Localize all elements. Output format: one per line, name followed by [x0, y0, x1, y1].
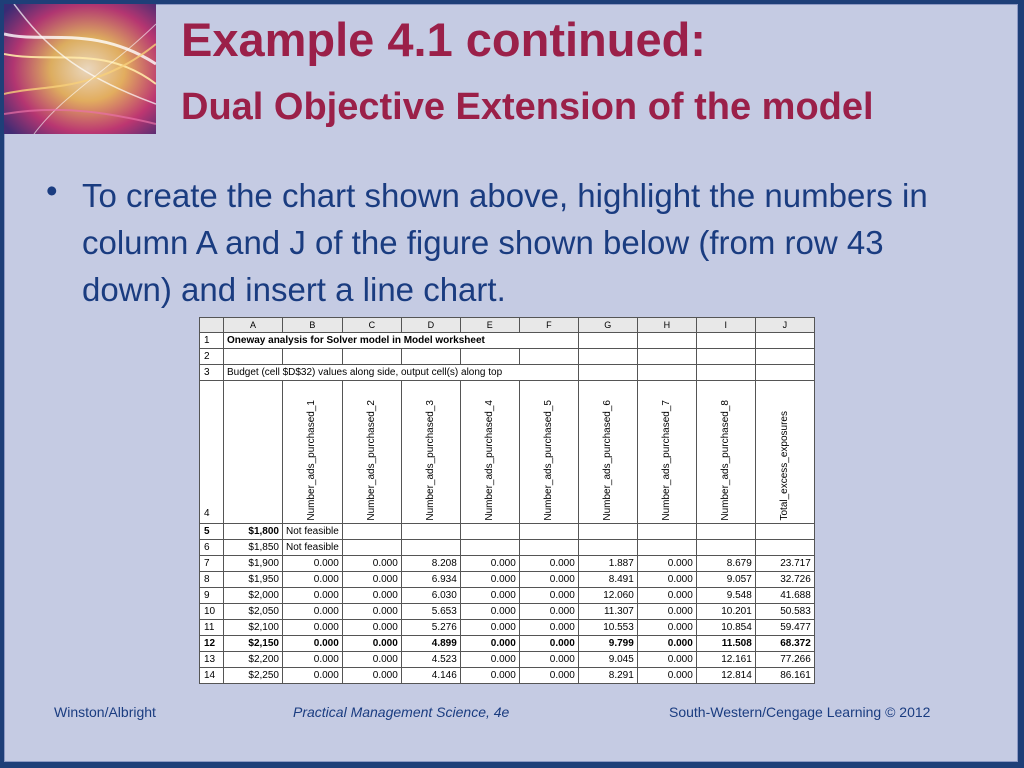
column-header-label: Number_ads_purchased_4 [483, 400, 495, 521]
value-cell: 1.887 [578, 556, 637, 572]
value-cell: 10.553 [578, 620, 637, 636]
value-cell: 0.000 [519, 668, 578, 684]
value-cell: 0.000 [519, 620, 578, 636]
value-cell: 0.000 [519, 572, 578, 588]
value-cell: 0.000 [460, 668, 519, 684]
value-cell: 0.000 [283, 620, 343, 636]
col-header-e: E [460, 318, 519, 333]
table-row [200, 556, 815, 572]
value-cell: 32.726 [755, 572, 814, 588]
value-cell: 0.000 [460, 636, 519, 652]
data-rows [200, 524, 815, 684]
value-cell: 0.000 [460, 652, 519, 668]
column-header-label: Number_ads_purchased_2 [365, 400, 377, 521]
value-cell: 0.000 [283, 636, 343, 652]
row-number: 3 [200, 365, 224, 381]
footer-book-title: Practical Management Science, 4e [293, 704, 510, 720]
corner-cell [200, 318, 224, 333]
header-cell [578, 381, 637, 524]
value-cell: 11.508 [696, 636, 755, 652]
row-number: 4 [200, 381, 224, 524]
header-cell [519, 381, 578, 524]
value-cell: 0.000 [637, 668, 696, 684]
value-cell: 0.000 [519, 636, 578, 652]
value-cell: 0.000 [342, 636, 401, 652]
header-cell [342, 381, 401, 524]
value-cell: 0.000 [342, 652, 401, 668]
value-cell: 0.000 [637, 620, 696, 636]
value-cell: 0.000 [637, 572, 696, 588]
value-cell: 0.000 [637, 604, 696, 620]
value-cell: 0.000 [283, 604, 343, 620]
value-cell: 0.000 [519, 588, 578, 604]
table-row [200, 588, 815, 604]
value-cell: 0.000 [342, 668, 401, 684]
slide [4, 4, 1018, 762]
row-number: 12 [200, 636, 224, 652]
value-cell: 8.491 [578, 572, 637, 588]
col-header-d: D [401, 318, 460, 333]
value-cell: 0.000 [460, 588, 519, 604]
value-cell: 0.000 [637, 636, 696, 652]
table-row [200, 668, 815, 684]
sheet-row-3 [200, 365, 815, 381]
value-cell: 4.523 [401, 652, 460, 668]
table-row [200, 620, 815, 636]
budget-cell: $2,200 [224, 652, 283, 668]
value-cell: 0.000 [460, 556, 519, 572]
col-header-b: B [283, 318, 343, 333]
column-header-label: Total_excess_exposures [778, 411, 790, 521]
column-header-label: Number_ads_purchased_7 [660, 400, 672, 521]
infeasible-note-cell: Not feasible [283, 524, 343, 540]
column-header-row [200, 318, 815, 333]
value-cell: 0.000 [283, 652, 343, 668]
col-header-a: A [224, 318, 283, 333]
row-number: 13 [200, 652, 224, 668]
infeasible-note-cell: Not feasible [283, 540, 343, 556]
col-header-i: I [696, 318, 755, 333]
value-cell: 10.854 [696, 620, 755, 636]
value-cell: 8.291 [578, 668, 637, 684]
budget-cell: $2,100 [224, 620, 283, 636]
bullet-marker: • [46, 172, 58, 209]
row-number: 10 [200, 604, 224, 620]
header-cell [460, 381, 519, 524]
sheet-row-1 [200, 333, 815, 349]
value-cell: 12.161 [696, 652, 755, 668]
col-header-j: J [755, 318, 814, 333]
value-cell: 9.057 [696, 572, 755, 588]
value-cell: 12.814 [696, 668, 755, 684]
value-cell: 11.307 [578, 604, 637, 620]
column-header-label: Number_ads_purchased_5 [542, 400, 554, 521]
value-cell: 0.000 [519, 652, 578, 668]
value-cell: 5.653 [401, 604, 460, 620]
bullet-text: To create the chart shown above, highlight the numbers in column A and J of the figure shown below (from row 43 down) and insert a line chart. [82, 177, 928, 308]
col-header-f: F [519, 318, 578, 333]
row-number: 11 [200, 620, 224, 636]
header-cell [696, 381, 755, 524]
row-number: 5 [200, 524, 224, 540]
table-row [200, 652, 815, 668]
value-cell: 0.000 [283, 572, 343, 588]
value-cell: 10.201 [696, 604, 755, 620]
sheet-row-2 [200, 349, 815, 365]
header-cell [283, 381, 343, 524]
budget-cell: $2,250 [224, 668, 283, 684]
value-cell: 0.000 [283, 588, 343, 604]
row-number: 9 [200, 588, 224, 604]
row-number: 14 [200, 668, 224, 684]
value-cell: 0.000 [342, 572, 401, 588]
row-number: 6 [200, 540, 224, 556]
value-cell: 0.000 [637, 588, 696, 604]
value-cell: 0.000 [460, 604, 519, 620]
footer-authors: Winston/Albright [54, 704, 156, 720]
row-number: 7 [200, 556, 224, 572]
col-header-h: H [637, 318, 696, 333]
table-row [200, 636, 815, 652]
value-cell: 77.266 [755, 652, 814, 668]
value-cell: 59.477 [755, 620, 814, 636]
value-cell: 0.000 [342, 620, 401, 636]
footer-publisher: South-Western/Cengage Learning © 2012 [669, 704, 931, 720]
value-cell: 50.583 [755, 604, 814, 620]
value-cell: 6.030 [401, 588, 460, 604]
value-cell: 6.934 [401, 572, 460, 588]
row-number: 2 [200, 349, 224, 365]
table-row [200, 572, 815, 588]
value-cell: 9.045 [578, 652, 637, 668]
analysis-title-cell: Oneway analysis for Solver model in Model worksheet [224, 333, 579, 349]
column-header-label: Number_ads_purchased_1 [306, 400, 318, 521]
value-cell: 5.276 [401, 620, 460, 636]
value-cell: 0.000 [342, 604, 401, 620]
value-cell: 23.717 [755, 556, 814, 572]
budget-cell: $1,900 [224, 556, 283, 572]
value-cell: 0.000 [342, 556, 401, 572]
value-cell: 4.146 [401, 668, 460, 684]
slide-subtitle: Dual Objective Extension of the model [181, 86, 874, 128]
value-cell: 0.000 [283, 556, 343, 572]
value-cell: 8.679 [696, 556, 755, 572]
value-cell: 9.548 [696, 588, 755, 604]
sheet-row-4 [200, 381, 815, 524]
header-cell [637, 381, 696, 524]
table-row [200, 604, 815, 620]
value-cell: 41.688 [755, 588, 814, 604]
row-number: 1 [200, 333, 224, 349]
budget-cell: $2,050 [224, 604, 283, 620]
budget-cell: $2,000 [224, 588, 283, 604]
value-cell: 86.161 [755, 668, 814, 684]
column-header-label: Number_ads_purchased_8 [719, 400, 731, 521]
value-cell: 4.899 [401, 636, 460, 652]
value-cell: 0.000 [519, 556, 578, 572]
header-cell [401, 381, 460, 524]
col-header-g: G [578, 318, 637, 333]
header-cell [755, 381, 814, 524]
budget-cell: $2,150 [224, 636, 283, 652]
budget-cell: $1,950 [224, 572, 283, 588]
value-cell: 0.000 [283, 668, 343, 684]
budget-cell: $1,800 [224, 524, 283, 540]
table-row [200, 540, 815, 556]
slide-title: Example 4.1 continued: [181, 13, 706, 66]
value-cell: 0.000 [342, 588, 401, 604]
col-header-c: C [342, 318, 401, 333]
value-cell: 0.000 [460, 620, 519, 636]
row-number: 8 [200, 572, 224, 588]
value-cell: 9.799 [578, 636, 637, 652]
value-cell: 0.000 [460, 572, 519, 588]
value-cell: 0.000 [519, 604, 578, 620]
budget-cell: $1,850 [224, 540, 283, 556]
value-cell: 12.060 [578, 588, 637, 604]
spreadsheet-table [199, 317, 815, 684]
value-cell: 68.372 [755, 636, 814, 652]
budget-description-cell: Budget (cell $D$32) values along side, output cell(s) along top [224, 365, 579, 381]
column-header-label: Number_ads_purchased_3 [424, 400, 436, 521]
value-cell: 0.000 [637, 556, 696, 572]
column-header-label: Number_ads_purchased_6 [601, 400, 613, 521]
value-cell: 0.000 [637, 652, 696, 668]
value-cell: 8.208 [401, 556, 460, 572]
decorative-corner-image [4, 4, 156, 134]
table-row [200, 524, 815, 540]
